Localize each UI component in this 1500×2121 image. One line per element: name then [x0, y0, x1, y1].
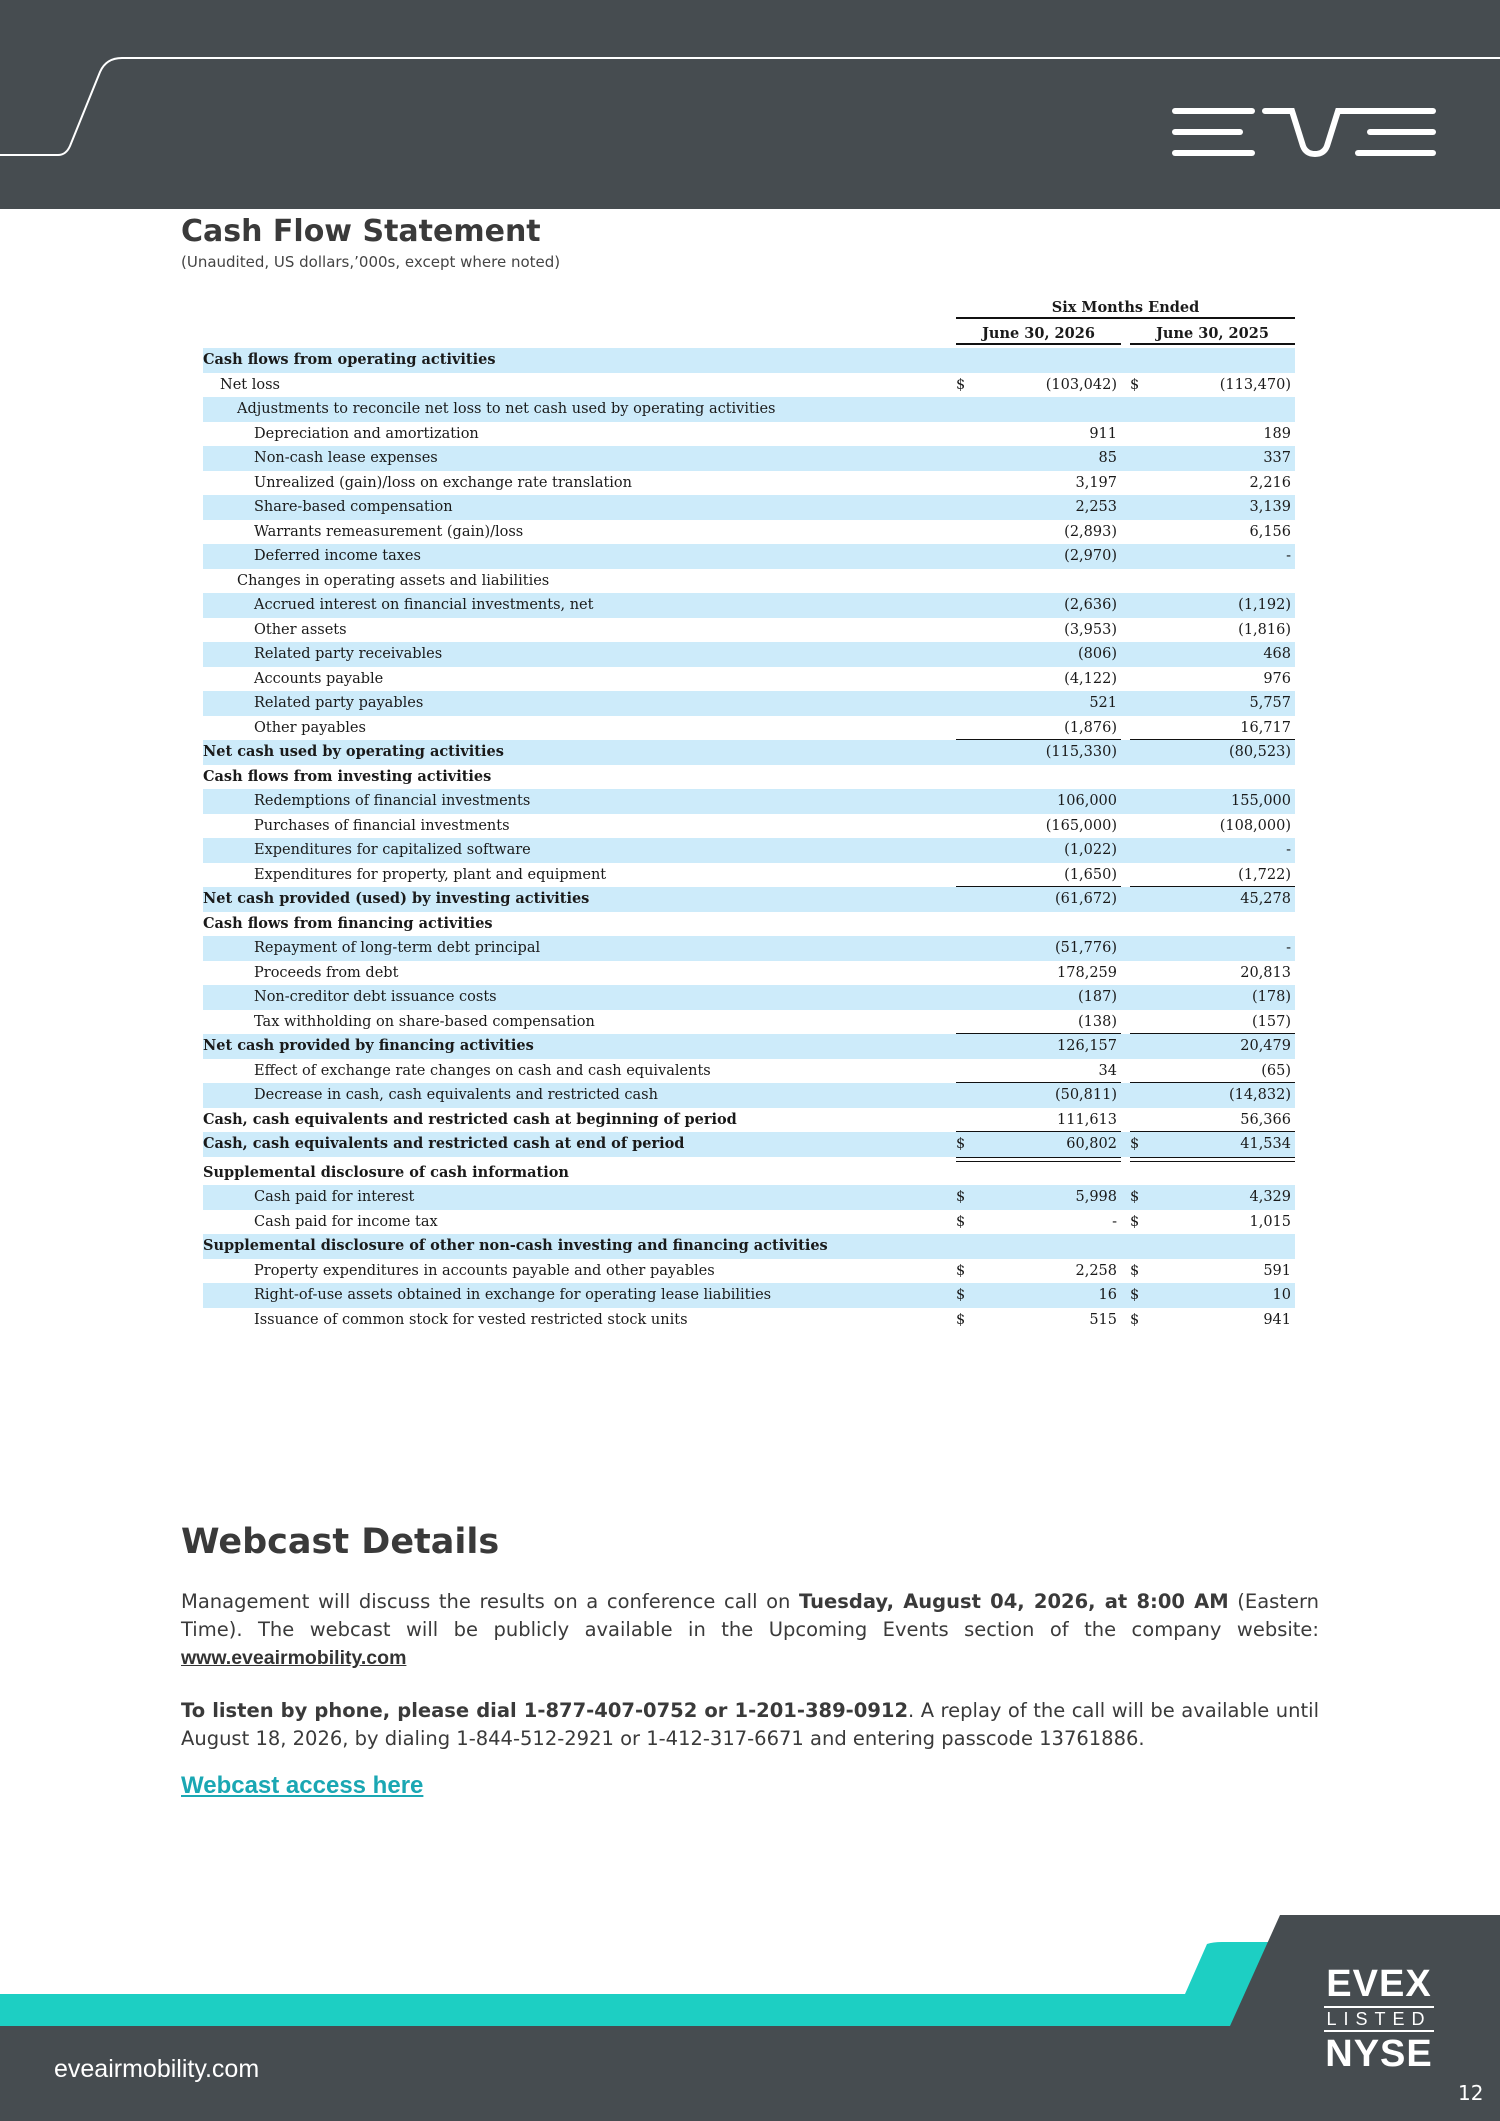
table-row: [203, 471, 1295, 496]
row-label: Related party payables: [254, 695, 424, 711]
table-row: [203, 691, 1295, 716]
value-2026: (1,876): [1064, 719, 1117, 736]
table-row: [203, 1210, 1295, 1235]
table-row: [203, 1108, 1295, 1133]
eve-logo: [1175, 111, 1433, 154]
row-label: Other payables: [254, 719, 366, 736]
value-2025: 468: [1263, 646, 1291, 662]
value-2025: 56,366: [1240, 1111, 1291, 1128]
table-row: [203, 740, 1295, 765]
table-row: [203, 569, 1295, 594]
page-header: [0, 0, 1500, 209]
webcast-paragraph-2: [181, 1697, 1319, 1753]
value-2026: 111,613: [1057, 1111, 1117, 1128]
currency-symbol: $: [1130, 376, 1140, 393]
row-label: Redemptions of financial investments: [254, 793, 531, 809]
value-2026: 34: [1098, 1062, 1117, 1079]
table-row: [203, 936, 1295, 961]
row-label: Decrease in cash, cash equivalents and restricted cash: [254, 1087, 658, 1103]
value-2025: (113,470): [1219, 376, 1291, 393]
currency-symbol: $: [956, 1287, 966, 1303]
value-2025: 45,278: [1240, 891, 1291, 907]
row-label: Changes in operating assets and liabilities: [237, 572, 550, 589]
value-2025: (65): [1261, 1062, 1291, 1079]
currency-symbol: $: [1130, 1287, 1140, 1303]
value-2025: (80,523): [1228, 744, 1291, 760]
row-label: Cash paid for income tax: [254, 1213, 438, 1230]
row-label: Accounts payable: [254, 670, 384, 687]
row-label: Cash flows from operating activities: [203, 351, 496, 368]
table-row: [203, 495, 1295, 520]
value-2026: 521: [1089, 695, 1117, 711]
currency-symbol: $: [956, 1262, 966, 1279]
table-row: [203, 373, 1295, 398]
value-2025: 2,216: [1249, 474, 1291, 491]
row-label: Other assets: [254, 621, 347, 638]
value-2026: (3,953): [1064, 621, 1117, 638]
listed-label: LISTED: [1324, 2006, 1434, 2032]
value-2026: (1,650): [1064, 866, 1117, 883]
page-title: Cash Flow Statement: [181, 214, 541, 249]
value-2026: 2,253: [1075, 499, 1117, 515]
value-2025: 941: [1263, 1311, 1291, 1328]
value-2026: (4,122): [1064, 670, 1117, 687]
value-2026: 911: [1089, 425, 1117, 442]
currency-symbol: $: [1130, 1213, 1140, 1230]
value-2025: 3,139: [1249, 499, 1291, 515]
table-row: [203, 446, 1295, 471]
row-label: Cash, cash equivalents and restricted cash at beginning of period: [203, 1110, 737, 1128]
phone-dial-text: To listen by phone, please dial 1-877-407-0752 or 1-201-389-0912: [181, 1699, 909, 1722]
webcast-title: Webcast Details: [181, 1522, 500, 1562]
currency-symbol: $: [956, 1189, 966, 1205]
total-rule: [1130, 1157, 1295, 1158]
row-label: Net cash used by operating activities: [203, 743, 504, 760]
table-row: [203, 1132, 1295, 1157]
value-2026: -: [1112, 1213, 1117, 1230]
value-2025: (14,832): [1228, 1087, 1291, 1103]
row-label: Cash, cash equivalents and restricted cash at end of period: [203, 1135, 685, 1152]
value-2026: 5,998: [1075, 1189, 1117, 1205]
value-2025: 591: [1263, 1262, 1291, 1279]
value-2025: (178): [1252, 989, 1291, 1005]
value-2025: 189: [1263, 425, 1291, 442]
value-2025: 337: [1263, 450, 1291, 466]
footer-website: eveairmobility.com: [54, 2055, 260, 2083]
table-row: [203, 1259, 1295, 1284]
value-2026: 178,259: [1057, 964, 1117, 981]
value-2025: (1,816): [1238, 621, 1291, 638]
value-2026: (51,776): [1054, 940, 1117, 956]
evex-nyse-badge: [1320, 1965, 1438, 2073]
value-2026: 3,197: [1075, 474, 1117, 491]
value-2026: (806): [1078, 646, 1117, 662]
table-row: [203, 716, 1295, 741]
row-label: Expenditures for capitalized software: [254, 842, 531, 858]
website-link[interactable]: www.eveairmobility.com: [181, 1647, 407, 1669]
value-2026: (2,893): [1064, 523, 1117, 540]
replay-text: . A replay of the call will be available until August 18, 2026, by dialing 1-844-512-2921 or 1-412-317-6671 and entering passcode 13761886.: [181, 1699, 1319, 1750]
row-label: Cash paid for interest: [254, 1189, 415, 1205]
row-label: Issuance of common stock for vested restricted stock units: [254, 1311, 688, 1328]
webcast-paragraph-1: [181, 1588, 1319, 1672]
table-row: [203, 422, 1295, 447]
webcast-datetime: Tuesday, August 04, 2026, at 8:00 AM: [799, 1590, 1229, 1613]
value-2026: (50,811): [1054, 1087, 1117, 1103]
row-label: Supplemental disclosure of cash information: [203, 1163, 569, 1181]
value-2026: 16: [1098, 1287, 1117, 1303]
value-2025: 4,329: [1249, 1189, 1291, 1205]
value-2026: 2,258: [1075, 1262, 1117, 1279]
row-label: Adjustments to reconcile net loss to net cash used by operating activities: [237, 401, 776, 417]
row-label: Deferred income taxes: [254, 548, 421, 564]
currency-symbol: $: [956, 1213, 966, 1230]
webcast-access-link[interactable]: Webcast access here: [181, 1772, 424, 1799]
value-2025: 20,813: [1240, 964, 1291, 981]
currency-symbol: $: [1130, 1189, 1140, 1205]
webcast-text-b: (Eastern Time). The webcast will be publicly available in the Upcoming Events section of the company website:: [181, 1590, 1319, 1641]
footer-decoration: [0, 1915, 1500, 2121]
value-2026: (187): [1078, 989, 1117, 1005]
value-2026: (2,970): [1064, 548, 1117, 564]
row-label: Right-of-use assets obtained in exchange for operating lease liabilities: [254, 1287, 772, 1303]
row-label: Proceeds from debt: [254, 964, 399, 981]
value-2025: 155,000: [1231, 793, 1291, 809]
value-2025: 20,479: [1240, 1038, 1291, 1054]
table-row: [203, 642, 1295, 667]
table-row: [203, 593, 1295, 618]
page-subtitle: (Unaudited, US dollars,’000s, except where noted): [181, 253, 561, 271]
header-decoration: [0, 0, 1500, 209]
nyse-label: NYSE: [1325, 2033, 1433, 2075]
value-2026: 106,000: [1057, 793, 1117, 809]
column-header-2026: June 30, 2026: [956, 323, 1121, 345]
table-row: [203, 789, 1295, 814]
table-row: [203, 863, 1295, 888]
value-2025: (1,722): [1238, 866, 1291, 883]
value-2025: (1,192): [1238, 597, 1291, 613]
value-2026: (1,022): [1064, 842, 1117, 858]
table-row: [203, 1010, 1295, 1035]
webcast-text-a: Management will discuss the results on a conference call on: [181, 1590, 800, 1613]
row-label: Non-cash lease expenses: [254, 450, 438, 466]
currency-symbol: $: [1130, 1136, 1140, 1152]
row-label: Warrants remeasurement (gain)/loss: [254, 523, 524, 540]
value-2025: 5,757: [1249, 695, 1291, 711]
currency-symbol: $: [956, 1311, 966, 1328]
total-rule: [956, 1157, 1121, 1158]
table-row: [203, 1083, 1295, 1108]
row-label: Property expenditures in accounts payable and other payables: [254, 1262, 715, 1279]
value-2026: 126,157: [1057, 1038, 1117, 1054]
value-2025: 16,717: [1240, 719, 1291, 736]
table-row: [203, 985, 1295, 1010]
table-row: [203, 765, 1295, 790]
value-2025: 6,156: [1249, 523, 1291, 540]
column-header-2025: June 30, 2025: [1130, 323, 1295, 345]
value-2025: 1,015: [1249, 1213, 1291, 1230]
row-label: Effect of exchange rate changes on cash and cash equivalents: [254, 1062, 711, 1079]
value-2025: -: [1286, 940, 1291, 956]
value-2026: 60,802: [1066, 1136, 1117, 1152]
evex-ticker: EVEX: [1326, 1963, 1432, 2005]
table-row: [203, 1034, 1295, 1059]
table-row: [203, 348, 1295, 373]
table-row: [203, 1308, 1295, 1333]
table-row: [203, 667, 1295, 692]
row-label: Related party receivables: [254, 646, 443, 662]
row-label: Net loss: [220, 376, 280, 393]
row-label: Share-based compensation: [254, 499, 453, 515]
value-2026: (115,330): [1045, 744, 1117, 760]
value-2026: 515: [1089, 1311, 1117, 1328]
table-row: [203, 814, 1295, 839]
row-label: Non-creditor debt issuance costs: [254, 989, 497, 1005]
row-label: Supplemental disclosure of other non-cash investing and financing activities: [203, 1237, 828, 1254]
value-2026: 85: [1098, 450, 1117, 466]
table-row: [203, 887, 1295, 912]
row-label: Net cash provided (used) by investing activities: [203, 890, 590, 907]
table-row: [203, 961, 1295, 986]
currency-symbol: $: [1130, 1311, 1140, 1328]
table-row: [203, 1283, 1295, 1308]
row-label: Net cash provided by financing activities: [203, 1037, 534, 1054]
row-label: Unrealized (gain)/loss on exchange rate translation: [254, 474, 633, 491]
table-row: [203, 838, 1295, 863]
row-label: Accrued interest on financial investments, net: [254, 597, 594, 613]
row-label: Purchases of financial investments: [254, 817, 510, 834]
value-2026: (103,042): [1045, 376, 1117, 393]
page-number: 12: [1458, 2081, 1484, 2105]
value-2025: 10: [1272, 1287, 1291, 1303]
value-2025: 976: [1263, 670, 1291, 687]
value-2026: (61,672): [1054, 891, 1117, 907]
currency-symbol: $: [956, 376, 966, 393]
period-header: Six Months Ended: [956, 297, 1295, 319]
table-row: [203, 1059, 1295, 1084]
table-row: [203, 1161, 1295, 1186]
value-2025: -: [1286, 548, 1291, 564]
value-2026: (138): [1078, 1013, 1117, 1030]
table-row: [203, 912, 1295, 937]
currency-symbol: $: [956, 1136, 966, 1152]
value-2026: (165,000): [1045, 817, 1117, 834]
table-row: [203, 520, 1295, 545]
row-label: Cash flows from financing activities: [203, 914, 493, 932]
table-row: [203, 397, 1295, 422]
table-row: [203, 1185, 1295, 1210]
value-2025: -: [1286, 842, 1291, 858]
table-row: [203, 544, 1295, 569]
value-2025: 41,534: [1240, 1136, 1291, 1152]
currency-symbol: $: [1130, 1262, 1140, 1279]
value-2026: (2,636): [1064, 597, 1117, 613]
table-row: [203, 1234, 1295, 1259]
value-2025: (108,000): [1219, 817, 1291, 834]
row-label: Cash flows from investing activities: [203, 767, 492, 785]
table-row: [203, 618, 1295, 643]
value-2025: (157): [1252, 1013, 1291, 1030]
row-label: Depreciation and amortization: [254, 425, 479, 442]
row-label: Tax withholding on share-based compensation: [254, 1013, 595, 1030]
row-label: Repayment of long-term debt principal: [254, 940, 541, 956]
row-label: Expenditures for property, plant and equipment: [254, 866, 607, 883]
